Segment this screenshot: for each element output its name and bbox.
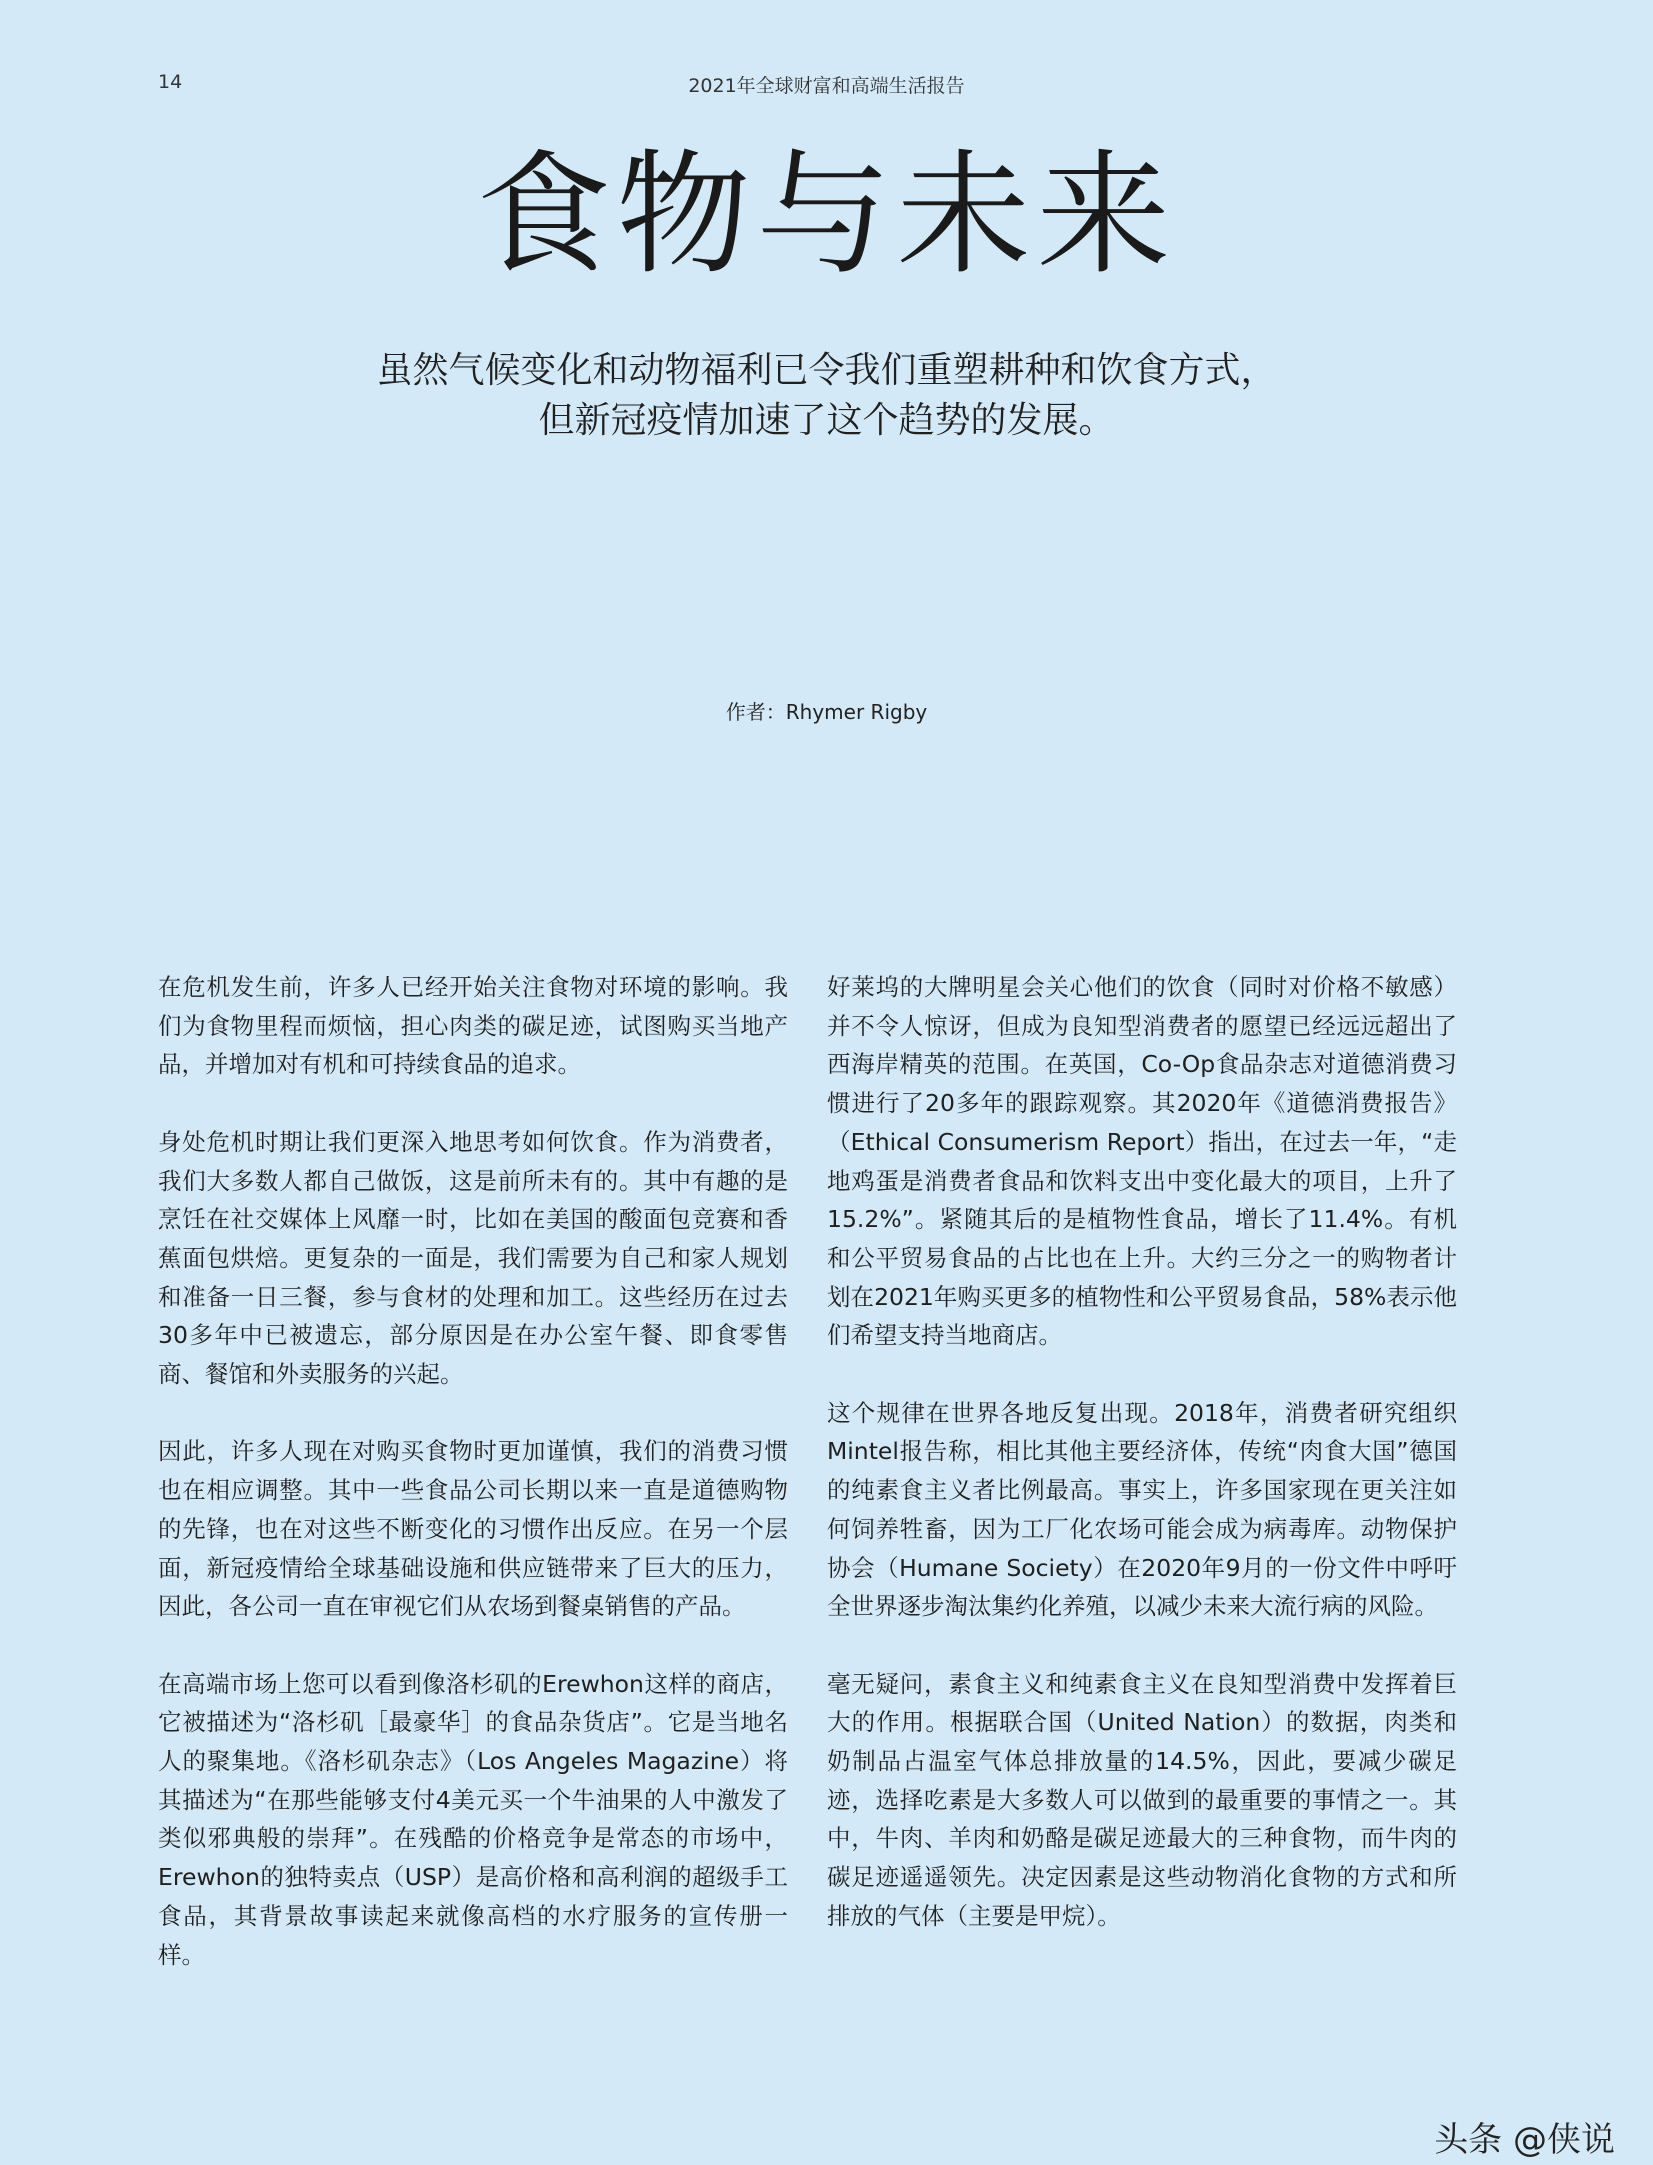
watermark: 头条 @侠说 (1434, 2120, 1615, 2160)
article-title: 食物与未来 (476, 137, 1177, 293)
running-header: 2021年全球财富和高端生活报告 (688, 75, 965, 97)
subtitle-line-1: 虽然气候变化和动物福利已令我们重塑耕种和饮食方式， (376, 350, 1277, 391)
byline-label: 作者： (725, 700, 786, 724)
paragraph: 在危机发生前，许多人已经开始关注食物对环境的影响。我们为食物里程而烦恼，担心肉类的碳足迹，试图购买当地产品，并增加对有机和可持续食品的追求。 (158, 973, 788, 1079)
article-subtitle (0, 346, 1653, 446)
subtitle-line-2: 但新冠疫情加速了这个趋势的发展。 (538, 400, 1115, 441)
paragraph: 身处危机时期让我们更深入地思考如何饮食。作为消费者，我们大多数人都自己做饭，这是前所未有的。其中有趣的是烹饪在社交媒体上风靡一时，比如在美国的酸面包竞赛和香蕉面包烘焙。更复杂的一面是，我们需要为自己和家人规划和准备一日三餐，参与食材的处理和加工。这些经历在过去30多年中已被遗忘，部分原因是在办公室午餐、即食零售商、餐馆和外卖服务的兴起。 (158, 1127, 788, 1389)
paragraph: 毫无疑问，素食主义和纯素食主义在良知型消费中发挥着巨大的作用。根据联合国（United Nation）的数据，肉类和奶制品占温室气体总排放量的14.5%，因此，要减少碳足迹，选择吃素是大多数人可以做到的最重要的事情之一。其中，牛肉、羊肉和奶酪是碳足迹最大的三种食物，而牛肉的碳足迹遥遥领先。决定因素是这些动物消化食物的方式和所排放的气体（主要是甲烷）。 (827, 1669, 1457, 1930)
paragraph: 这个规律在世界各地反复出现。2018年，消费者研究组织Mintel报告称，相比其他主要经济体，传统“肉食大国”德国的纯素食主义者比例最高。事实上，许多国家现在更关注如何饲养牲畜，因为工厂化农场可能会成为病毒库。动物保护协会（Humane Society）在2020年9月的一份文件中呼吁全世界逐步淘汰集约化养殖，以减少未来大流行病的风险。 (827, 1398, 1457, 1621)
left-column (158, 968, 788, 2013)
byline-author: Rhymer Rigby (785, 700, 928, 724)
paragraph: 在高端市场上您可以看到像洛杉矶的Erewhon这样的商店，它被描述为“洛杉矶［最豪华］的食品杂货店”。它是当地名人的聚集地。《洛杉矶杂志》（Los Angeles Magazine）将其描述为“在那些能够支付4美元买一个牛油果的人中激发了类似邪典般的崇拜”。在残酷的价格竞争是常态的市场中，Erewhon的独特卖点（USP）是高价格和高利润的超级手工食品，其背景故事读起来就像高档的水疗服务的宣传册一样。 (158, 1669, 788, 1969)
right-column (827, 968, 1457, 1974)
page-number: 14 (158, 71, 183, 93)
byline (0, 696, 1653, 725)
paragraph: 好莱坞的大牌明星会关心他们的饮食（同时对价格不敏感）并不令人惊讶，但成为良知型消费者的愿望已经远远超出了西海岸精英的范围。在英国，Co-Op食品杂志对道德消费习惯进行了20多年的跟踪观察。其2020年《道德消费报告》（Ethical Consumerism Report）指出，在过去一年，“走地鸡蛋是消费者食品和饮料支出中变化最大的项目，上升了15.2%”。紧随其后的是植物性食品，增长了11.4%。有机和公平贸易食品的占比也在上升。大约三分之一的购物者计划在2021年购买更多的植物性和公平贸易食品，58%表示他们希望支持当地商店。 (827, 973, 1457, 1350)
paragraph: 因此，许多人现在对购买食物时更加谨慎，我们的消费习惯也在相应调整。其中一些食品公司长期以来一直是道德购物的先锋，也在对这些不断变化的习惯作出反应。在另一个层面，新冠疫情给全球基础设施和供应链带来了巨大的压力，因此，各公司一直在审视它们从农场到餐桌销售的产品。 (158, 1437, 788, 1621)
